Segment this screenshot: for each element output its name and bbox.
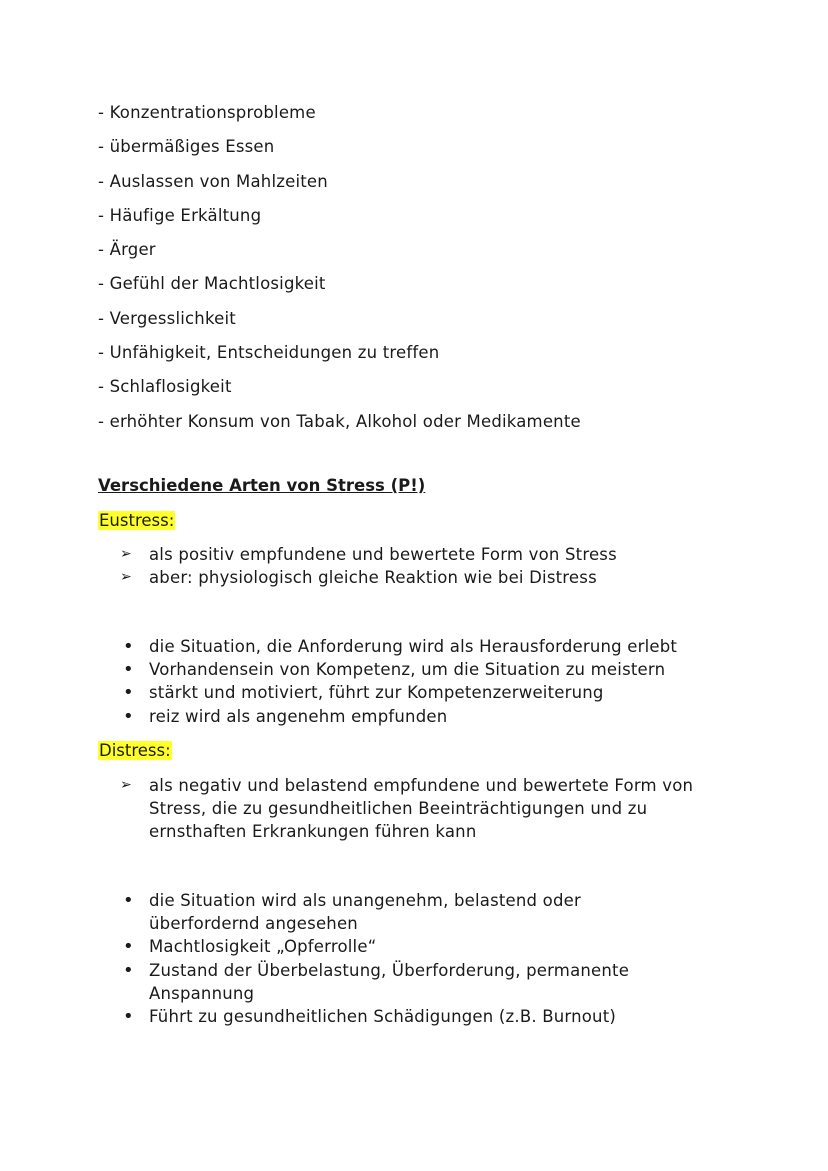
dot-bullet-icon: •: [123, 959, 134, 981]
list-item-text: als negativ und belastend empfundene und bewertete Form von Stress, die zu gesundheitlichen Beeinträchtigungen und zu ernsthaften Erkrankungen führen kann: [149, 776, 694, 842]
list-item: [120, 1005, 680, 1028]
list-item: - Häufige Erkältung: [98, 205, 262, 225]
list-item-text: reiz wird als angenehm empfunden: [149, 706, 448, 726]
list-item: [120, 566, 760, 589]
eustress-highlight: Eustress:: [99, 511, 175, 530]
list-item: - erhöhter Konsum von Tabak, Alkohol oder Medikamente: [98, 411, 581, 431]
list-item-text: die Situation, die Anforderung wird als Herausforderung erlebt: [149, 637, 678, 656]
arrow-bullet-icon: ➢: [120, 569, 132, 586]
arrow-bullet-icon: ➢: [120, 546, 132, 562]
list-item: [120, 705, 760, 728]
section-heading: Verschiedene Arten von Stress (P!): [98, 476, 426, 495]
eustress-label: [98, 510, 175, 532]
list-item: - Unfähigkeit, Entscheidungen zu treffen: [98, 343, 440, 363]
list-item-text: Führt zu gesundheitlichen Schädigungen (z.B. Burnout): [149, 1007, 617, 1027]
list-item: [120, 774, 700, 844]
list-item-text: Vorhandensein von Kompetenz, um die Situation zu meistern: [149, 660, 666, 680]
list-item: - übermäßiges Essen: [98, 137, 275, 157]
list-item: [120, 959, 680, 1005]
distress-label: [98, 740, 172, 762]
list-item: [120, 681, 760, 704]
list-item: - Schlaflosigkeit: [98, 377, 232, 397]
list-item-text: als positiv empfundene und bewertete Form von Stress: [149, 545, 617, 564]
dot-bullet-icon: •: [123, 890, 134, 911]
eustress-arrow-list: [120, 543, 760, 589]
list-item: - Auslassen von Mahlzeiten: [98, 171, 328, 191]
arrow-bullet-icon: ➢: [120, 777, 132, 793]
dot-bullet-icon: •: [123, 936, 134, 958]
list-item-text: stärkt und motiviert, führt zur Kompetenzerweiterung: [149, 683, 604, 703]
dot-bullet-icon: •: [123, 659, 134, 681]
list-item: - Gefühl der Machtlosigkeit: [98, 274, 326, 294]
list-item: [120, 935, 680, 958]
distress-highlight: Distress:: [99, 741, 171, 760]
dot-bullet-icon: •: [123, 682, 134, 704]
distress-bullet-list: [120, 889, 680, 1028]
distress-arrow-list: [120, 774, 700, 844]
list-item-text: die Situation wird als unangenehm, belastend oder überfordernd angesehen: [149, 891, 581, 934]
list-item: [120, 543, 760, 566]
list-item-text: Zustand der Überbelastung, Überforderung, permanente Anspannung: [149, 960, 630, 1003]
list-item: [120, 658, 760, 681]
list-item: [120, 635, 760, 658]
list-item: - Vergesslichkeit: [98, 308, 236, 328]
list-item: - Konzentrationsprobleme: [98, 103, 316, 122]
list-item: [120, 889, 680, 935]
eustress-bullet-list: [120, 635, 760, 728]
dot-bullet-icon: •: [123, 705, 134, 727]
dot-bullet-icon: •: [123, 1006, 134, 1028]
list-item-text: aber: physiologisch gleiche Reaktion wie bei Distress: [149, 568, 597, 588]
dot-bullet-icon: •: [123, 636, 134, 657]
list-item-text: Machtlosigkeit „Opferrolle“: [149, 937, 377, 957]
stress-symptoms-list: [98, 96, 581, 439]
list-item: - Ärger: [98, 240, 156, 260]
